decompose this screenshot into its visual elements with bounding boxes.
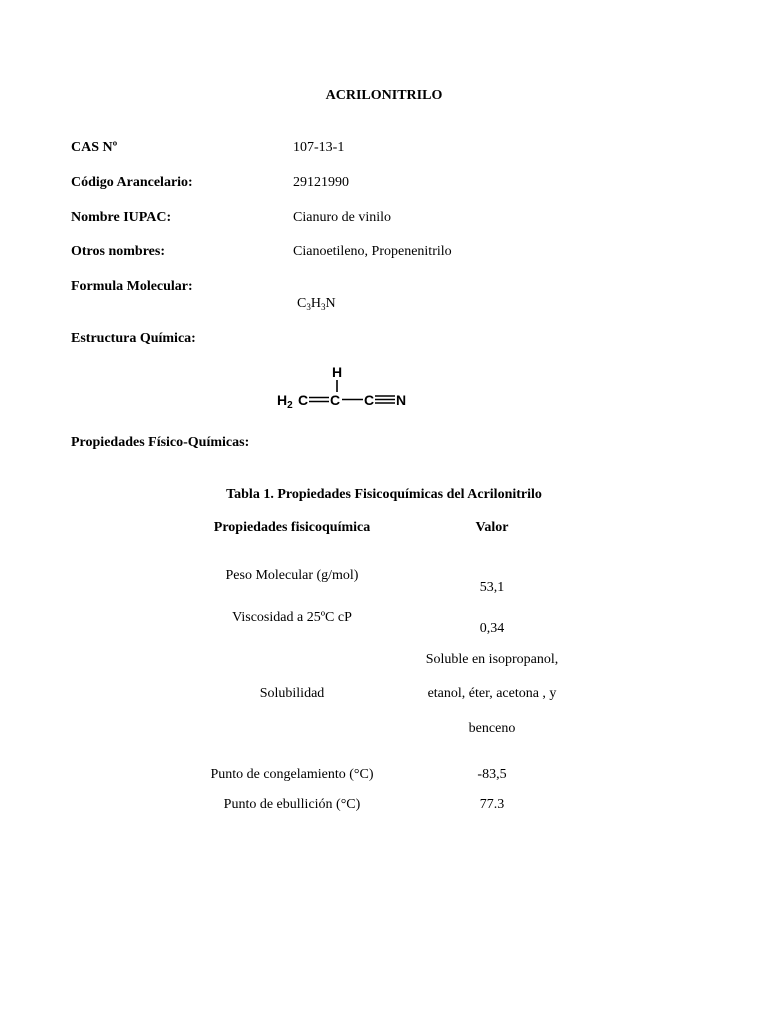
codigo-arancelario-value: 29121990 [293, 175, 349, 190]
formula-molecular-label: Formula Molecular: [71, 279, 193, 294]
structure-c1: C [298, 392, 309, 408]
structure-h-top: H [332, 364, 343, 380]
table-row-value: 77.3 [479, 797, 505, 812]
table-row-value: 0,34 [479, 621, 505, 636]
structure-c2: C [330, 392, 341, 408]
otros-nombres-label: Otros nombres: [71, 244, 165, 259]
document-title: ACRILONITRILO [325, 88, 443, 103]
section-heading: Propiedades Físico-Químicas: [71, 435, 250, 450]
estructura-quimica-label: Estructura Química: [71, 331, 196, 346]
codigo-arancelario-label: Código Arancelario: [71, 175, 193, 190]
otros-nombres-value: Cianoetileno, Propenenitrilo [293, 244, 452, 259]
table-row-property: Punto de ebullición (°C) [223, 797, 361, 812]
table-row-property: Peso Molecular (g/mol) [225, 568, 359, 583]
table-title: Tabla 1. Propiedades Fisicoquímicas del Acrilonitrilo [226, 487, 542, 502]
cas-label: CAS Nº [71, 140, 118, 155]
chemical-structure-diagram [275, 362, 415, 410]
table-row-value: Soluble en isopropanol, [425, 652, 559, 667]
table-row-property: Punto de congelamiento (°C) [210, 767, 374, 782]
table-row-property: Viscosidad a 25ºC cP [232, 610, 352, 625]
structure-n: N [396, 392, 407, 408]
nombre-iupac-label: Nombre IUPAC: [71, 210, 172, 225]
structure-h2: $H_2$ [277, 392, 293, 410]
table-row-value: etanol, éter, acetona , y [427, 686, 557, 701]
table-header-property: Propiedades fisicoquímica [213, 520, 371, 535]
structure-c3: C [364, 392, 375, 408]
nombre-iupac-value: Cianuro de vinilo [293, 210, 391, 225]
molecular-formula: $C_3H_3N$ [297, 296, 336, 312]
table-row-value: benceno [468, 721, 516, 736]
table-row-property: Solubilidad [259, 686, 325, 701]
table-row-value: 53,1 [479, 580, 505, 595]
table-row-value: -83,5 [477, 767, 507, 782]
cas-value: 107-13-1 [293, 140, 345, 155]
table-header-value: Valor [475, 520, 509, 535]
